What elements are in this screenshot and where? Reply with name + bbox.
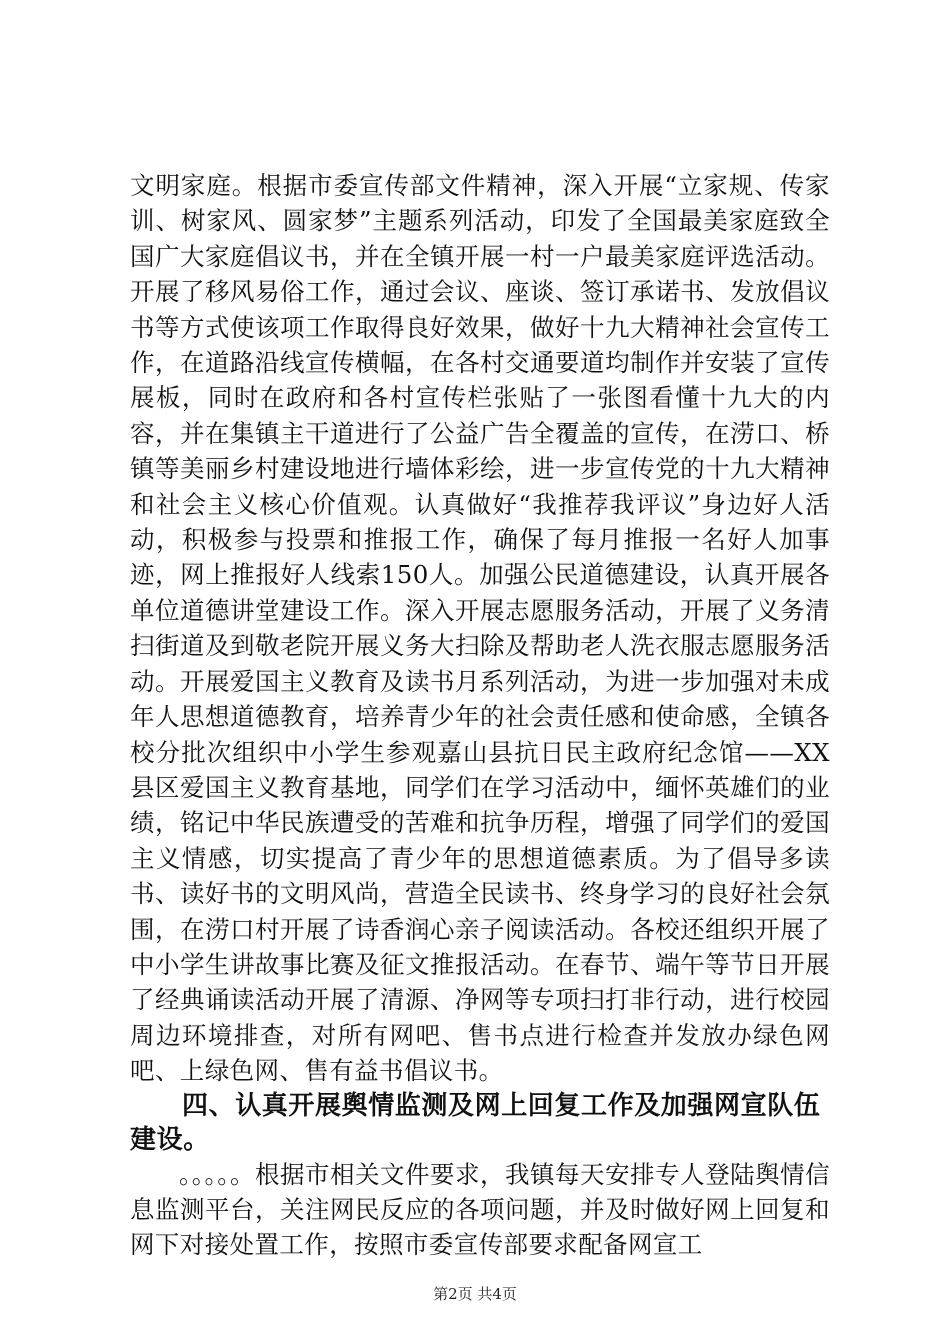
body-paragraph: 文明家庭。根据市委宣传部文件精神，深入开展“立家规、传家训、树家风、圆家梦”主题系列活动，印发了全国最美家庭致全国广大家庭倡议书，并在全镇开展一村一户最美家庭评选活动。开展了移风易俗工作，通过会议、座谈、签订承诺书、发放倡议书等方式使该项工作取得良好效果，做好十九大精神社会宣传工作，在道路沿线宣传横幅，在各村交通要道均制作并安装了宣传展板，同时在政府和各村宣传栏张贴了一张图看懂十九大的内容，并在集镇主干道进行了公益广告全覆盖的宣传，在涝口、桥镇等美丽乡村建设地进行墙体彩绘，进一步宣传党的十九大精神和社会主义核心价值观。认真做好“我推荐我评议”身边好人活动，积极参与投票和推报工作，确保了每月推报一名好人加事迹，网上推报好人线索150人。加强公民道德建设，认真开展各单位道德讲堂建设工作。深入开展志愿服务活动，开展了义务清扫街道及到敬老院开展义务大扫除及帮助老人洗衣服志愿服务活动。开展爱国主义教育及读书月系列活动，为进一步加强对未成年人思想道德教育，培养青少年的社会责任感和使命感，全镇各校分批次组织中小学生参观嘉山县抗日民主政府纪念馆——XX县区爱国主义教育基地，同学们在学习活动中，缅怀英雄们的业绩，铭记中华民族遭受的苦难和抗争历程，增强了同学们的爱国主义情感，切实提高了青少年的思想道德素质。为了倡导多读书、读好书的文明风尚，营造全民读书、终身学习的良好社会氛围，在涝口村开展了诗香润心亲子阅读活动。各校还组织开展了中小学生讲故事比赛及征文推报活动。在春节、端午等节日开展了经典诵读活动开展了清源、净网等专项扫打非行动，进行校园周边环境排查，对所有网吧、售书点进行检查并发放办绿色网吧、上绿色网、售有益书倡议书。 [130, 171, 830, 1086]
body-paragraph-continued: 。。。。。根据市相关文件要求，我镇每天安排专人登陆舆情信息监测平台，关注网民反应的各项问题，并及时做好网上回复和网下对接处置工作，按照市委宣传部要求配备网宣工 [130, 1159, 830, 1260]
page-footer: 第2页 共4页 [433, 1285, 517, 1303]
section-heading: 四、认真开展舆情监测及网上回复工作及加强网宣队伍建设。 [130, 1090, 821, 1155]
document-body [130, 168, 830, 1263]
